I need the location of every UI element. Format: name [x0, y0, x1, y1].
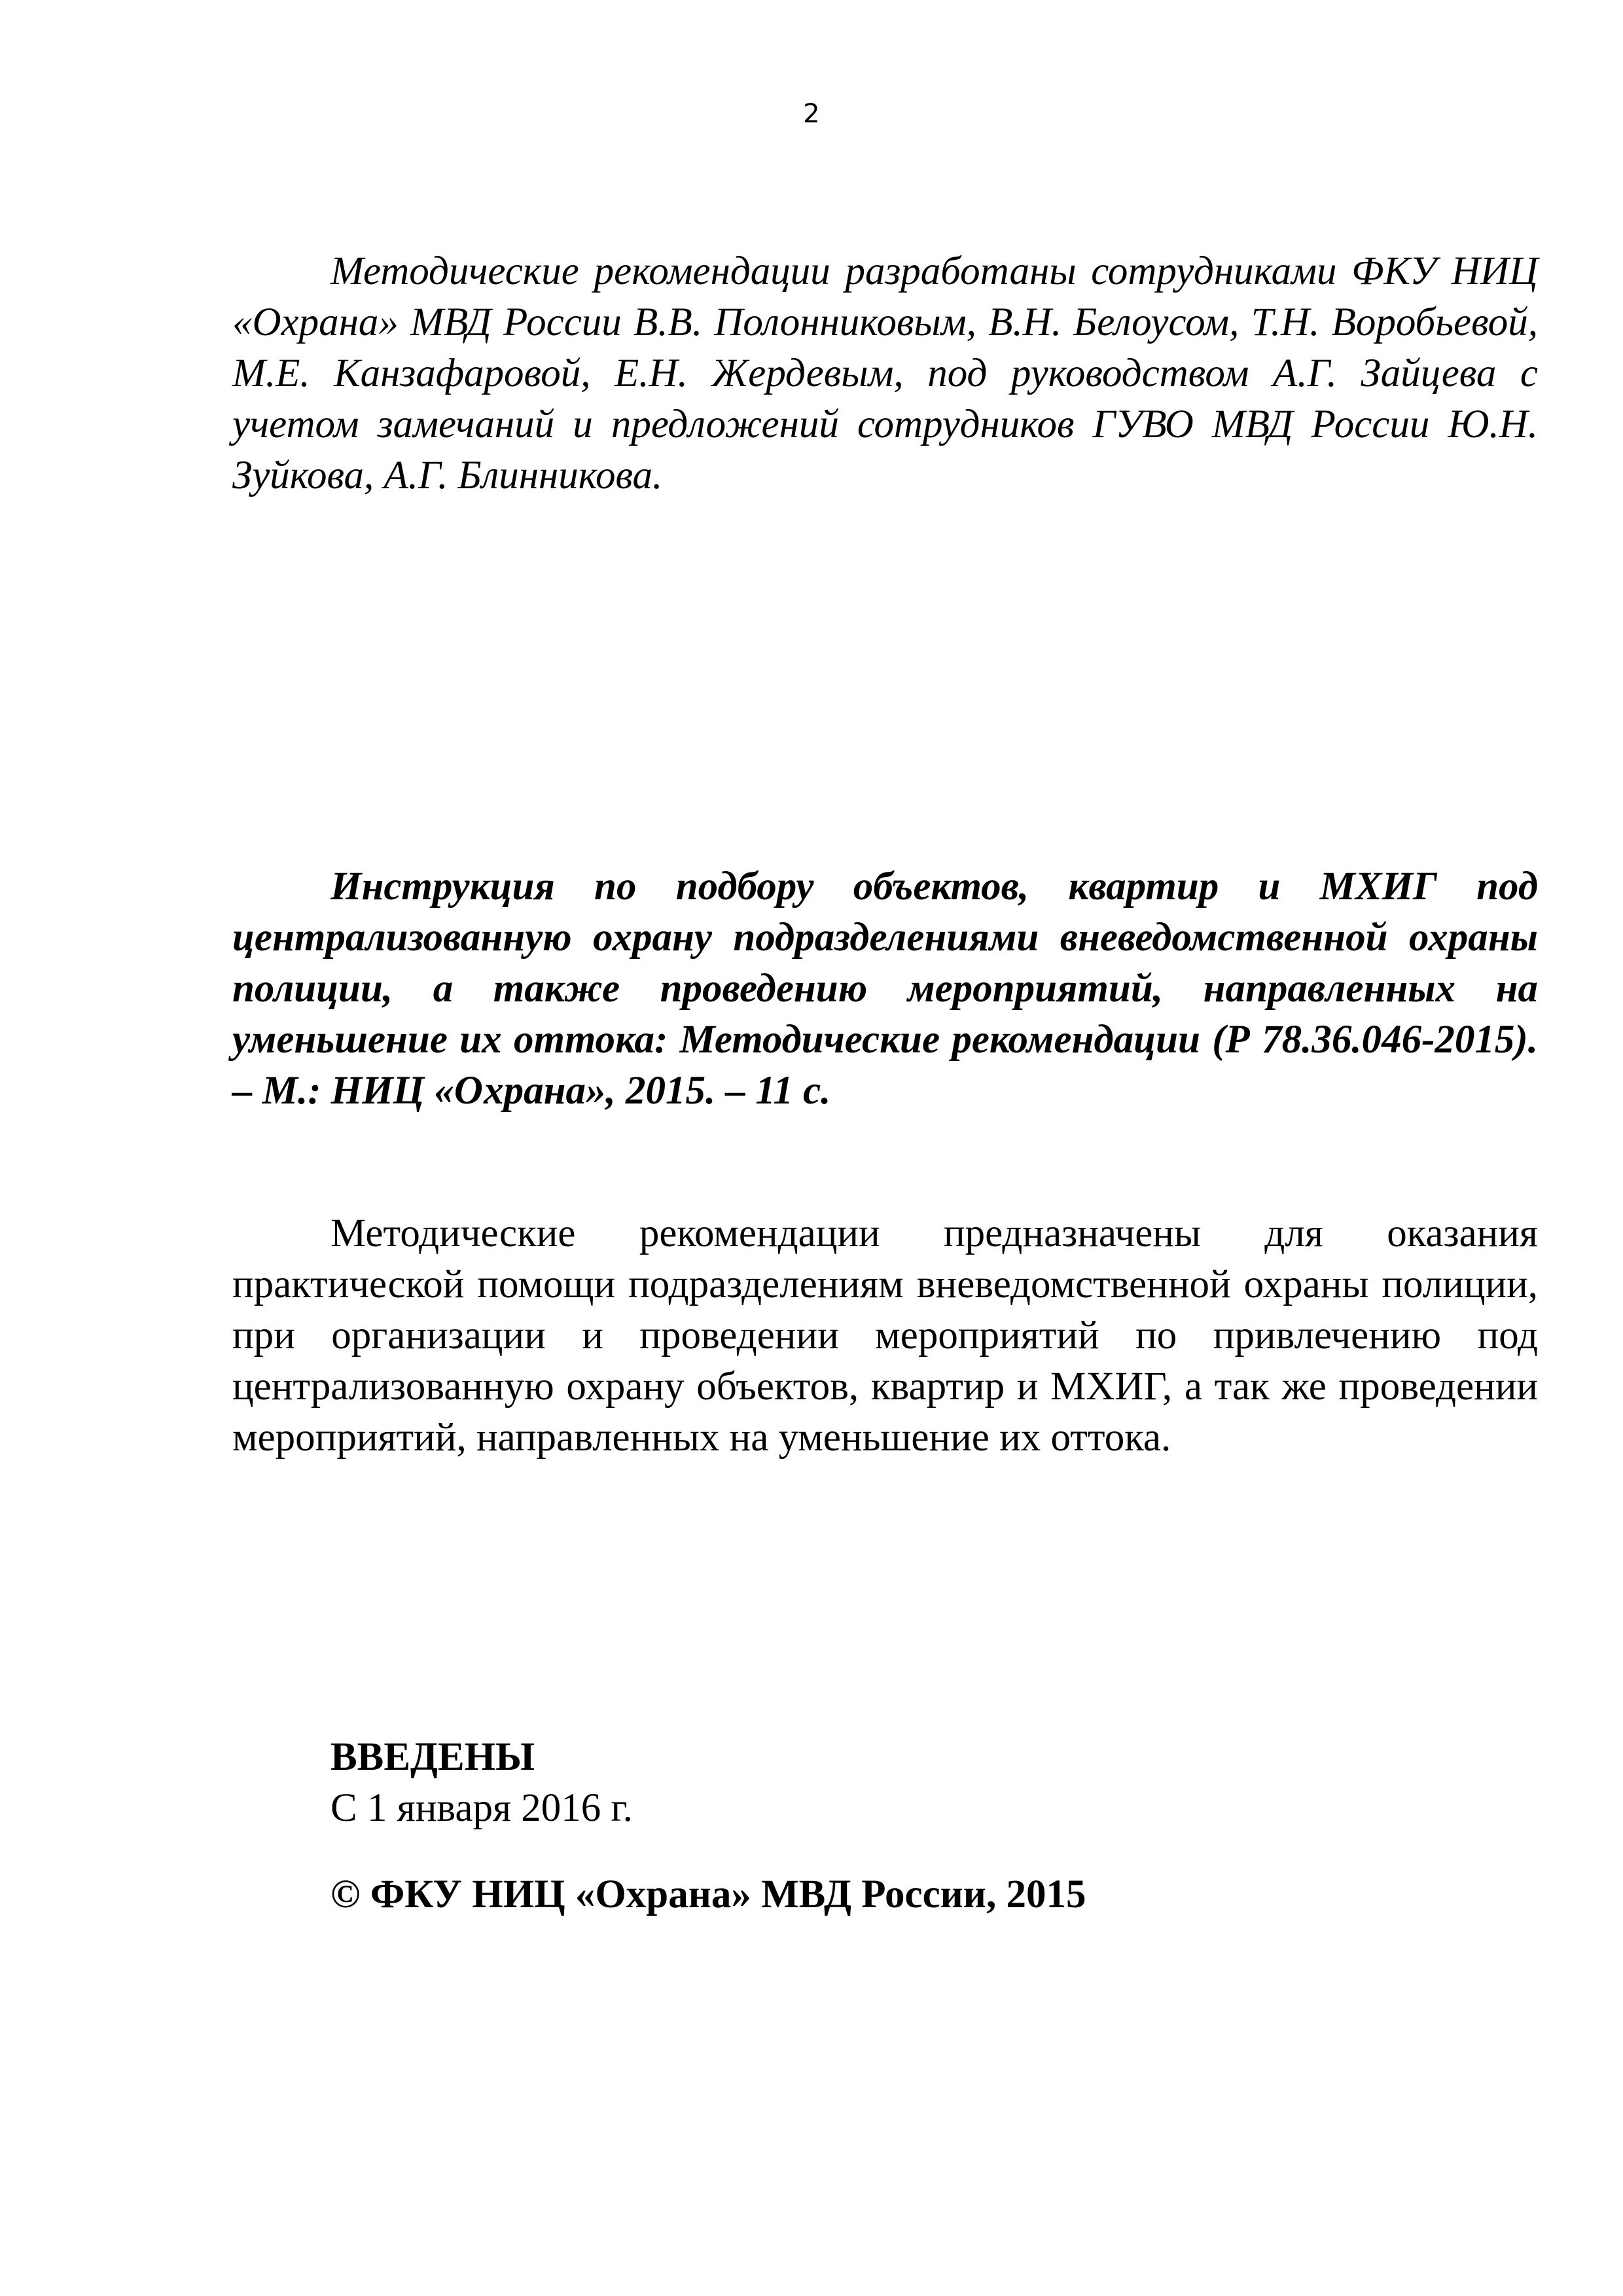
page-number: 2	[803, 99, 820, 129]
description-paragraph: Методические рекомендации предназначены для оказания практической помощи подразделениям вневедомственной охраны полиции, при организации и проведении мероприятий по привлечению под централизованную охрану объектов, квартир и МХИГ, а так же проведении мероприятий, направленных на уменьшение их оттока.	[232, 1211, 1538, 1460]
introduced-title: ВВЕДЕНЫ	[330, 1735, 535, 1779]
bibliographic-citation: Инструкция по подбору объектов, квартир и МХИГ под централизованную охрану подразделениями вневедомственной охраны полиции, а также проведению мероприятий, направленных на уменьшение их оттока: Методические рекомендации (Р 78.36.046-2015). – М.: НИЦ «Охрана», 2015. – 11 с.	[232, 865, 1538, 1113]
introduced-block	[330, 1732, 633, 1834]
authors-paragraph: Методические рекомендации разработаны сотрудниками ФКУ НИЦ «Охрана» МВД России В.В. Полонниковым, В.Н. Белоусом, Т.Н. Воробьевой, М.Е. Канзафаровой, Е.Н. Жердевым, под руководством А.Г. Зайцева с учетом замечаний и предложений сотрудников ГУВО МВД России Ю.Н. Зуйкова, А.Г. Блинникова.	[232, 249, 1538, 497]
copyright-notice: © ФКУ НИЦ «Охрана» МВД России, 2015	[330, 1873, 1086, 1916]
introduced-date: С 1 января 2016 г.	[330, 1786, 633, 1830]
